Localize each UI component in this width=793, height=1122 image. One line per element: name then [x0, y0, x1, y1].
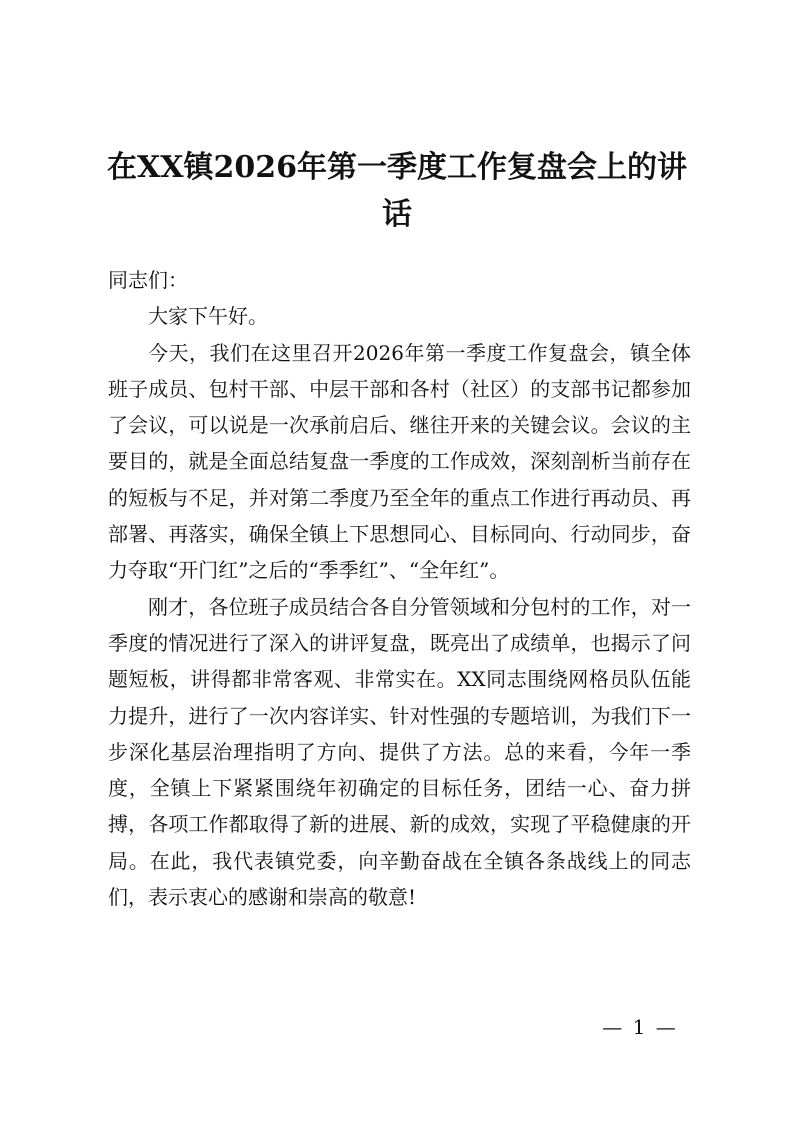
paragraph-greeting: 大家下午好。	[148, 304, 268, 329]
speech-body	[108, 262, 691, 915]
page-number: — 1 —	[602, 1015, 678, 1039]
paragraph-meeting-purpose: 今天，我们在这里召开2026年第一季度工作复盘会，镇全体班子成员、包村干部、中层干部和各村（社区）的支部书记都参加了会议，可以说是一次承前启后、继往开来的关键会议。会议的主要目的，就是全面总结复盘一季度的工作成效，深刻剖析当前存在的短板与不足，并对第二季度乃至全年的重点工作进行再动员、再部署、再落实，确保全镇上下思想同心、目标同向、行动同步，奋力夺取“开门红”之后的“季季红”、“全年红”。	[108, 340, 691, 583]
speech-title: 在XX镇2026年第一季度工作复盘会上的讲话	[106, 150, 688, 232]
salutation: 同志们：	[108, 268, 188, 292]
paragraph-review-summary: 刚才，各位班子成员结合各自分管领域和分包村的工作，对一季度的情况进行了深入的讲评复盘，既亮出了成绩单，也揭示了问题短板，讲得都非常客观、非常实在。XX同志围绕网格员队伍能力提升，进行了一次内容详实、针对性强的专题培训，为我们下一步深化基层治理指明了方向、提供了方法。总的来看，今年一季度，全镇上下紧紧围绕年初确定的目标任务，团结一心、奋力拼搏，各项工作都取得了新的进展、新的成效，实现了平稳健康的开局。在此，我代表镇党委，向辛勤奋战在全镇各条战线上的同志们，表示衷心的感谢和崇高的敬意!	[108, 594, 691, 910]
